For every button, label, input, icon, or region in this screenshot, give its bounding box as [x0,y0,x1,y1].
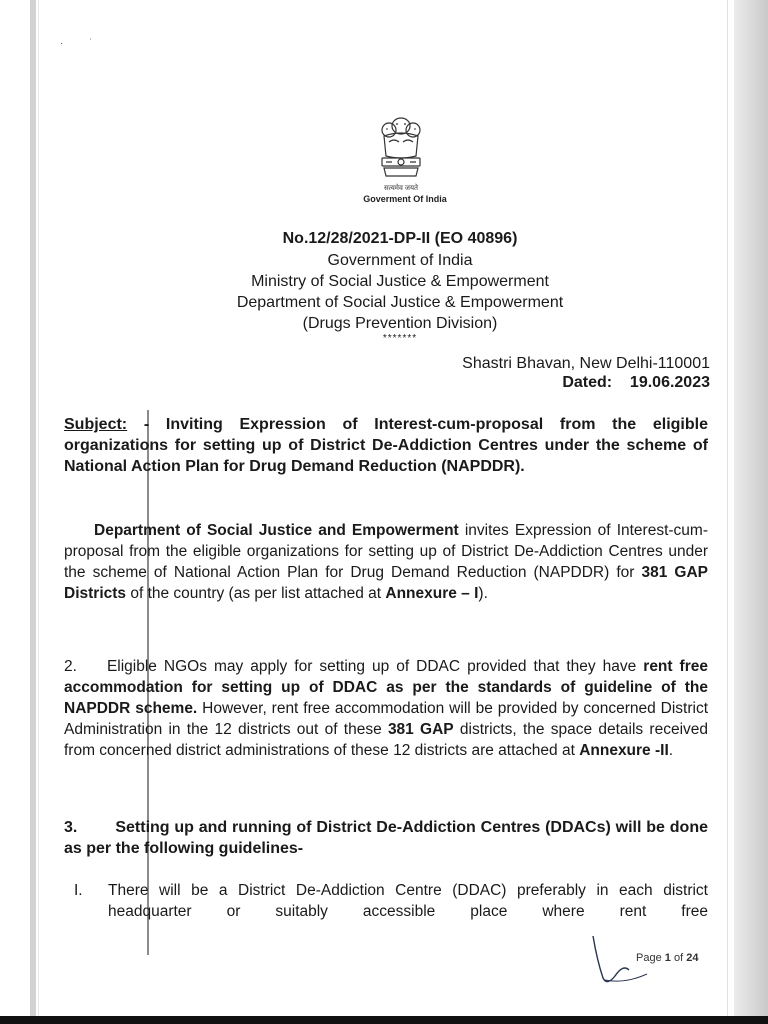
para2-text-c: districts, the space details received from concerned district administrations of these 12 districts are attached at [64,721,708,759]
footer-page-number: 1 [664,952,671,964]
subject-label: Subject: [64,416,128,433]
emblem-motto: सत्यमेव जयते [383,185,419,192]
page-footer [636,952,698,964]
letter-header [180,228,620,344]
para3-text: Setting up and running of District De-Addiction Centres (DDACs) will be done as per the following guidelines- [64,819,708,857]
para1-text-c: ). [478,585,488,602]
footer-of-label: of [673,952,684,964]
para2-text-a: Eligible NGOs may apply for setting up of DDAC provided that they have [106,658,644,675]
footer-page-label: Page [636,952,662,964]
address-block [300,354,710,392]
dated-line [300,373,710,392]
list-item-text: There will be a District De-Addiction Centre (DDAC) preferably in each district headquarter or suitably accessible place where rent free [108,882,708,920]
para1-text-b: of the country (as per list attached at [126,585,386,602]
subject-paragraph [64,414,708,477]
reference-number: No.12/28/2021-DP-II (EO 40896) [282,230,518,247]
emblem-label: Goverment Of India [363,194,447,204]
paragraph-2 [64,656,708,761]
page-edge-right [734,0,768,1024]
subject-text: - Inviting Expression of Interest-cum-proposal from the eligible organizations for setting up of District De-Addiction Centres under the scheme of National Action Plan for Drug Demand Reduction (NAPDDR). [64,416,708,475]
para1-bold-districts: 381 GAP Districts [64,564,708,602]
para2-bold-a: rent free accommodation for setting up of DDAC as per the standards of guideline of the NAPDDR scheme. [64,658,708,717]
header-government: Government of India [327,252,473,269]
page-edge-right-line [727,0,728,1024]
paragraph-1 [64,520,708,604]
header-department: Department of Social Justice & Empowerment [236,294,564,311]
para1-text-a: invites Expression of Interest-cum-proposal from the eligible organizations for setting up of District De-Addiction Centres under the scheme of National Action Plan for Drug Demand Reduction (NAPDDR) for [64,522,708,581]
para1-bold-lead: Department of Social Justice and Empowerment [94,522,459,539]
para1-bold-annexure: Annexure – I [385,585,479,602]
page-edge-left-line [38,0,39,1024]
scan-specks: ·˙ [60,38,119,49]
para2-bold-b: 381 GAP [387,721,454,738]
paragraph-3 [64,817,708,859]
page-edge-left [30,0,36,1024]
header-stars: ******* [382,333,418,344]
header-division: (Drugs Prevention Division) [302,315,498,332]
list-item-numeral: I. [74,882,83,899]
dated-label: Dated: [562,374,613,391]
header-ministry: Ministry of Social Justice & Empowerment [251,273,549,290]
para2-number: 2. [64,658,77,675]
address-place: Shastri Bhavan, New Delhi-110001 [462,355,710,372]
para3-number: 3. [64,819,78,836]
bottom-border [0,1016,768,1024]
dated-value: 19.06.2023 [629,374,710,391]
para2-bold-c: Annexure -II [579,742,669,759]
para2-text-b: However, rent free accommodation will be provided by concerned District Administration in the 12 districts out of these [64,700,708,738]
footer-page-total: 24 [686,952,699,964]
para2-text-d: . [668,742,674,759]
